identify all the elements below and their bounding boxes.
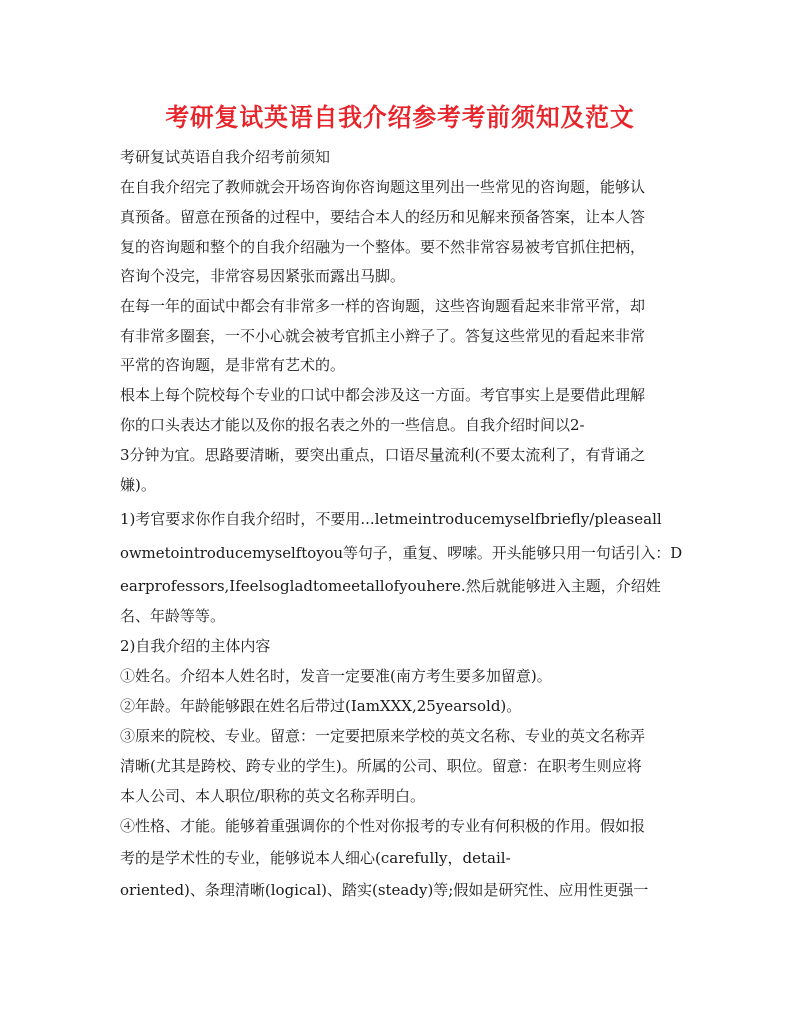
- paragraph-line: 真预备。留意在预备的过程中，要结合本人的经历和见解来预备答案，让本人答: [120, 208, 646, 226]
- paragraph-line: earprofessors,Ifeelsogladtomeetallofyouhere.然后就能够进入主题，介绍姓: [120, 577, 661, 595]
- paragraph-line: 在每一年的面试中都会有非常多一样的咨询题，这些咨询题看起来非常平常，却: [120, 297, 646, 315]
- list-item: 清晰(尤其是跨校、跨专业的学生)。所属的公司、职位。留意：在职考生则应将: [120, 757, 642, 775]
- list-item: 本人公司、本人职位/职称的英文名称弄明白。: [120, 787, 426, 805]
- document-title: 考研复试英语自我介绍参考考前须知及范文: [165, 103, 635, 132]
- paragraph-line: 平常的咨询题，是非常有艺术的。: [120, 356, 346, 374]
- paragraph-line: 名、年龄等等。: [120, 607, 226, 625]
- list-item: oriented)、条理清晰(logical)、踏实(steady)等;假如是研究性、应用性更强一: [120, 881, 649, 899]
- list-item: ③原来的院校、专业。留意：一定要把原来学校的英文名称、专业的英文名称弄: [120, 727, 646, 745]
- paragraph-line: 复的咨询题和整个的自我介绍融为一个整体。要不然非常容易被考官抓住把柄，: [120, 238, 646, 256]
- paragraph-line: 1)考官要求你作自我介绍时，不要用...letmeintroducemyselfbriefly/pleaseall: [120, 510, 662, 528]
- list-item: ②年龄。年龄能够跟在姓名后带过(IamXXX,25yearsold)。: [120, 697, 522, 715]
- paragraph-line: 嫌)。: [120, 476, 156, 494]
- list-heading: 2)自我介绍的主体内容: [120, 637, 271, 655]
- paragraph-line: 咨询个没完，非常容易因紧张而露出马脚。: [120, 267, 406, 285]
- list-item: ④性格、才能。能够着重强调你的个性对你报考的专业有何积极的作用。假如报: [120, 817, 646, 835]
- paragraph-line: 有非常多圈套，一不小心就会被考官抓主小辫子了。答复这些常见的看起来非常: [120, 327, 646, 345]
- paragraph-line: 根本上每个院校每个专业的口试中都会涉及这一方面。考官事实上是要借此理解: [120, 386, 646, 404]
- paragraph-line: 在自我介绍完了教师就会开场咨询你咨询题这里列出一些常见的咨询题，能够认: [120, 178, 646, 196]
- paragraph-line: owmetointroducemyselftoyou等句子，重复、啰嗦。开头能够只用一句话引入：D: [120, 544, 683, 562]
- list-item: 考的是学术性的专业，能够说本人细心(carefully，detail-: [120, 849, 511, 867]
- subtitle-line: 考研复试英语自我介绍考前须知: [120, 148, 331, 166]
- paragraph-line: 3分钟为宜。思路要清晰，要突出重点，口语尽量流利(不要太流利了，有背诵之: [120, 446, 646, 464]
- list-item: ①姓名。介绍本人姓名时，发音一定要准(南方考生要多加留意)。: [120, 667, 552, 685]
- paragraph-line: 你的口头表达才能以及你的报名表之外的一些信息。自我介绍时间以2-: [120, 416, 585, 434]
